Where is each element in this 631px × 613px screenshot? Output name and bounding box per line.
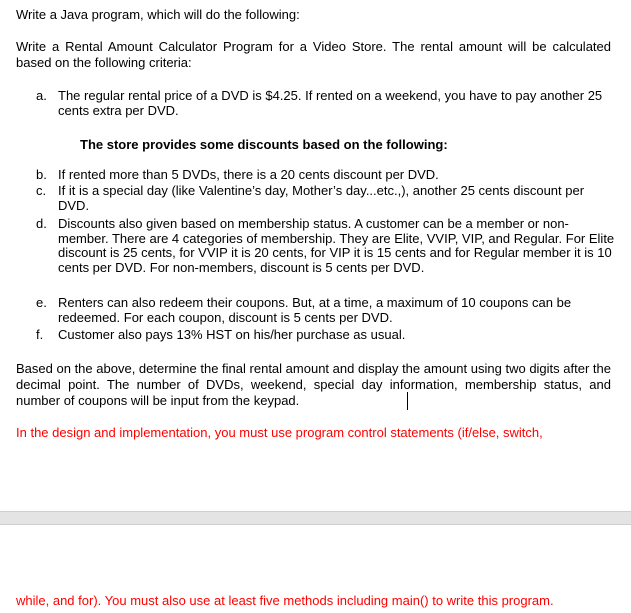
list-marker: e. <box>36 295 47 310</box>
list-item-text: If it is a special day (like Valentine’s day, Mother’s day...etc.,), another 25 cents discount per DVD. <box>58 183 585 213</box>
intro-paragraph: Write a Rental Amount Calculator Program for a Video Store. The rental amount will be calculated based on the following criteria: <box>16 39 611 70</box>
list-item-text: Renters can also redeem their coupons. But, at a time, a maximum of 10 coupons can be redeemed. For each coupon, discount is 5 cents per DVD. <box>58 295 572 325</box>
list-item-text: Customer also pays 13% HST on his/her purchase as usual. <box>58 327 406 342</box>
summary-paragraph: Based on the above, determine the final rental amount and display the amount using two digits after the decimal point. The number of DVDs, weekend, special day information, membership status, and number of coupons will be input from the keypad. <box>16 361 611 408</box>
list-item-text: If rented more than 5 DVDs, there is a 20 cents discount per DVD. <box>58 167 439 182</box>
list-marker: c. <box>36 183 47 198</box>
list-item-text: The regular rental price of a DVD is $4.25. If rented on a weekend, you have to pay another 25 cents extra per DVD. <box>58 88 603 118</box>
discount-heading: The store provides some discounts based on the following: <box>80 137 448 152</box>
list-marker: b. <box>36 167 47 182</box>
list-marker: d. <box>36 216 47 231</box>
list-item-text: Discounts also given based on membership status. A customer can be a member or non-member. There are 4 categories of membership. They are Elite, VVIP, VIP, and Regular. For Elite discount is 25 cents, for VVIP it is 20 cents, for VIP it is 15 cents and for Regular member it is 10 cents per DVD. For non-members, discount is 5 cents per DVD. <box>58 216 615 275</box>
requirements-line-2: while, and for). You must also use at least five methods including main() to write this program. <box>16 593 554 608</box>
requirements-line-1: In the design and implementation, you must use program control statements (if/else, switch, <box>16 425 543 440</box>
list-marker: f. <box>36 327 44 342</box>
title-line: Write a Java program, which will do the following: <box>16 7 300 22</box>
text-caret <box>407 392 408 410</box>
page-divider <box>0 511 631 525</box>
list-marker: a. <box>36 88 47 103</box>
